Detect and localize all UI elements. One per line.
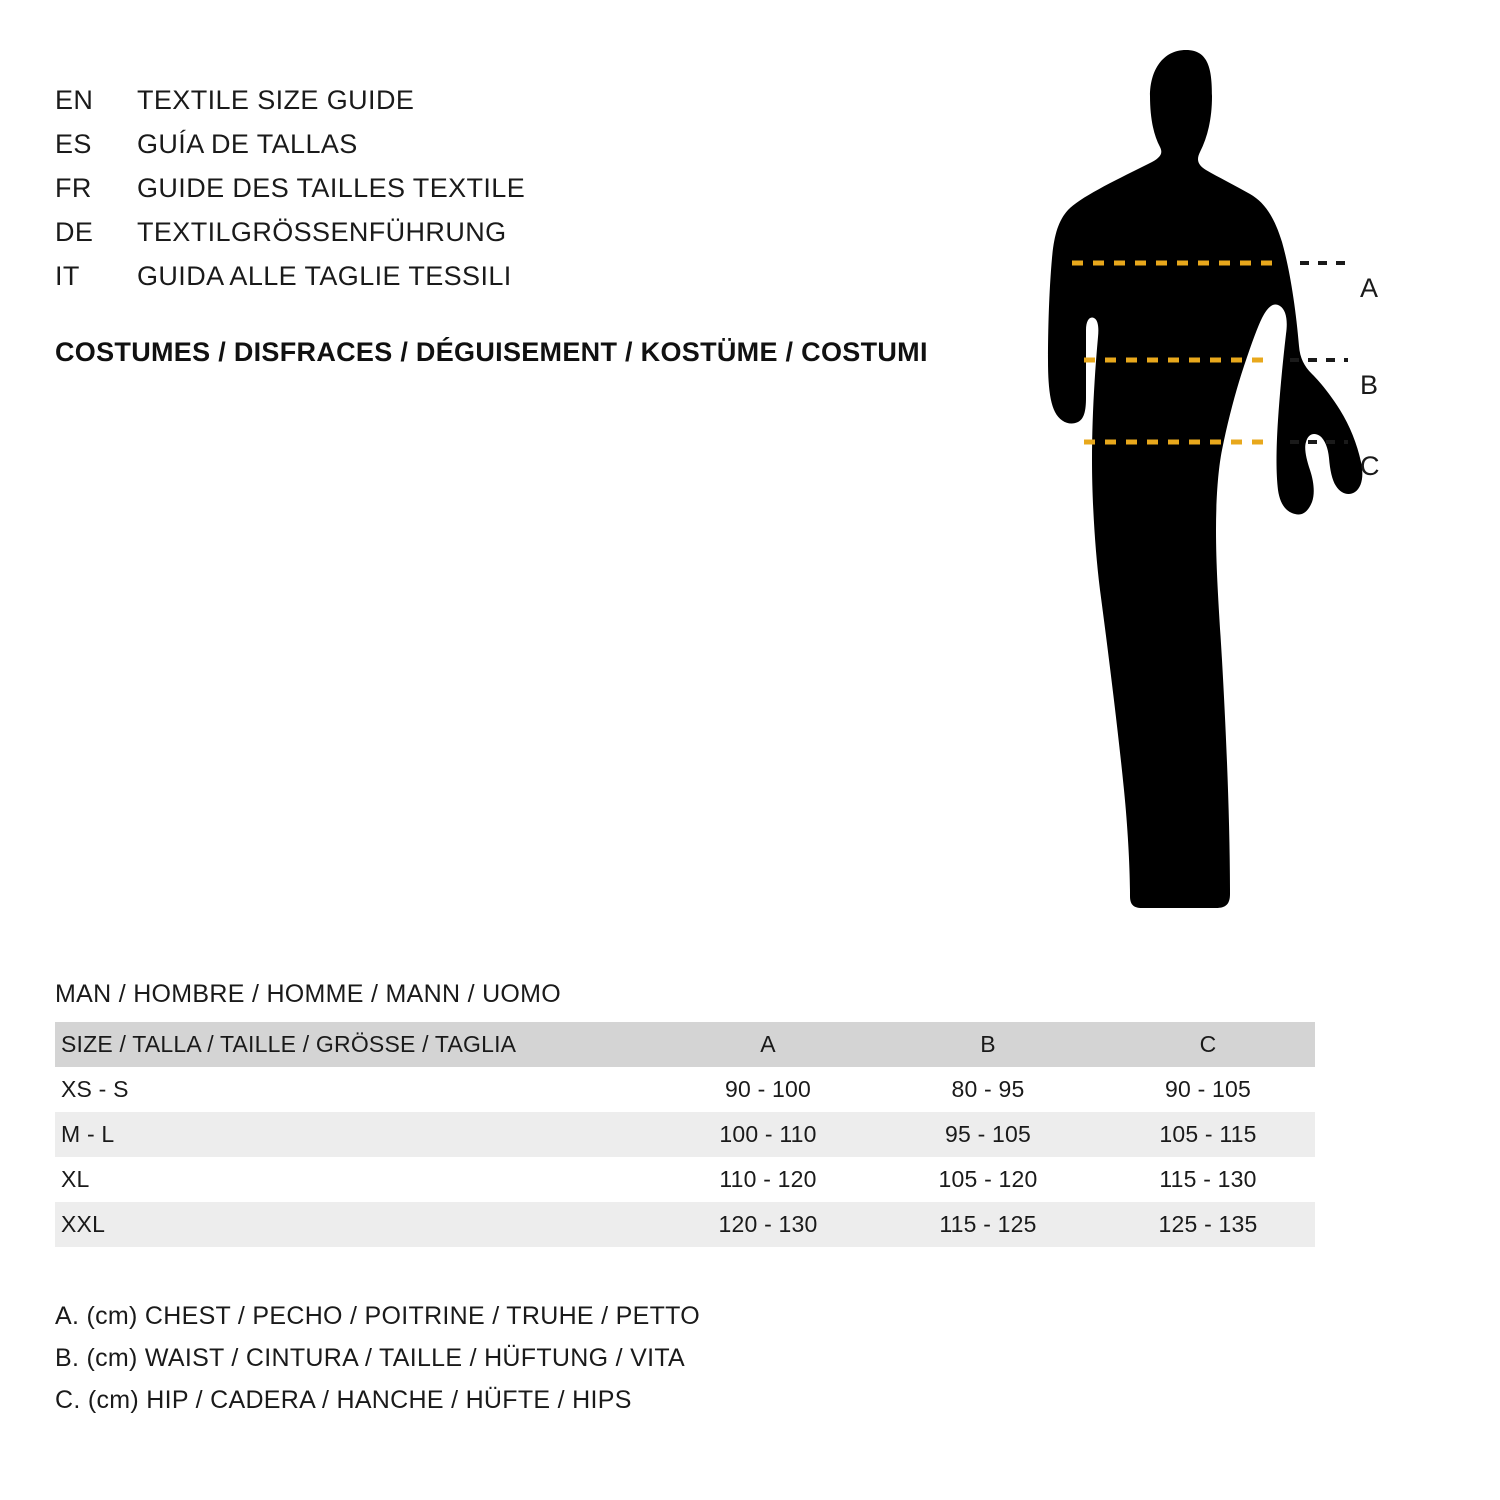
language-title: TEXTILGRÖSSENFÜHRUNG — [137, 217, 507, 247]
language-row — [55, 210, 955, 254]
cell-waist: 115 - 125 — [939, 1211, 1037, 1237]
table-row — [55, 1157, 1315, 1202]
table-row — [55, 1202, 1315, 1247]
marker-label-a: A — [1360, 273, 1379, 303]
language-row — [55, 254, 955, 298]
language-title: GUIDE DES TAILLES TEXTILE — [137, 173, 526, 203]
measurement-legend — [55, 1295, 700, 1421]
cell-size: XXL — [61, 1211, 106, 1237]
cell-waist: 95 - 105 — [945, 1121, 1031, 1147]
language-row — [55, 122, 955, 166]
column-header-size: SIZE / TALLA / TAILLE / GRÖSSE / TAGLIA — [55, 1022, 655, 1067]
language-code: DE — [55, 217, 94, 247]
cell-chest: 90 - 100 — [725, 1076, 811, 1102]
male-silhouette-path — [1048, 50, 1362, 908]
cell-chest: 110 - 120 — [719, 1166, 817, 1192]
language-row — [55, 78, 955, 122]
table-header-row — [55, 1022, 1315, 1067]
language-code: IT — [55, 261, 80, 291]
table-body — [55, 1067, 1315, 1247]
column-header-a: A — [655, 1022, 875, 1067]
column-header-b: B — [875, 1022, 1095, 1067]
size-table-section — [55, 980, 1395, 1247]
table-caption: MAN / HOMBRE / HOMME / MANN / UOMO — [55, 980, 562, 1008]
cell-chest: 120 - 130 — [718, 1211, 818, 1237]
column-header-c: C — [1095, 1022, 1315, 1067]
language-code: EN — [55, 85, 94, 115]
cell-waist: 80 - 95 — [951, 1076, 1025, 1102]
cell-hip: 90 - 105 — [1165, 1076, 1251, 1102]
table-row — [55, 1112, 1315, 1157]
cell-chest: 100 - 110 — [719, 1121, 817, 1147]
language-title: GUIDA ALLE TAGLIE TESSILI — [137, 261, 512, 291]
cell-size: XS - S — [61, 1076, 129, 1102]
size-table — [55, 1022, 1315, 1247]
language-title: TEXTILE SIZE GUIDE — [137, 85, 415, 115]
marker-label-c: C — [1360, 451, 1380, 481]
silhouette-svg — [1000, 30, 1460, 930]
legend-line-a: A. (cm) CHEST / PECHO / POITRINE / TRUHE / PETTO — [55, 1302, 701, 1330]
language-title: GUÍA DE TALLAS — [137, 129, 358, 159]
marker-label-b: B — [1360, 370, 1379, 400]
cell-hip: 125 - 135 — [1158, 1211, 1258, 1237]
page-subtitle: COSTUMES / DISFRACES / DÉGUISEMENT / KOSTÜME / COSTUMI — [55, 337, 928, 367]
language-code: ES — [55, 129, 92, 159]
table-row — [55, 1067, 1315, 1112]
legend-line-b: B. (cm) WAIST / CINTURA / TAILLE / HÜFTUNG / VITA — [55, 1344, 686, 1372]
cell-hip: 115 - 130 — [1159, 1166, 1257, 1192]
language-code: FR — [55, 173, 92, 203]
language-title-list — [55, 78, 955, 298]
cell-size: M - L — [61, 1121, 115, 1147]
body-figure — [1000, 30, 1460, 930]
cell-hip: 105 - 115 — [1159, 1121, 1257, 1147]
table-head — [55, 1022, 1315, 1067]
cell-waist: 105 - 120 — [938, 1166, 1038, 1192]
cell-size: XL — [61, 1166, 90, 1192]
legend-line-c: C. (cm) HIP / CADERA / HANCHE / HÜFTE / HIPS — [55, 1386, 632, 1414]
language-row — [55, 166, 955, 210]
